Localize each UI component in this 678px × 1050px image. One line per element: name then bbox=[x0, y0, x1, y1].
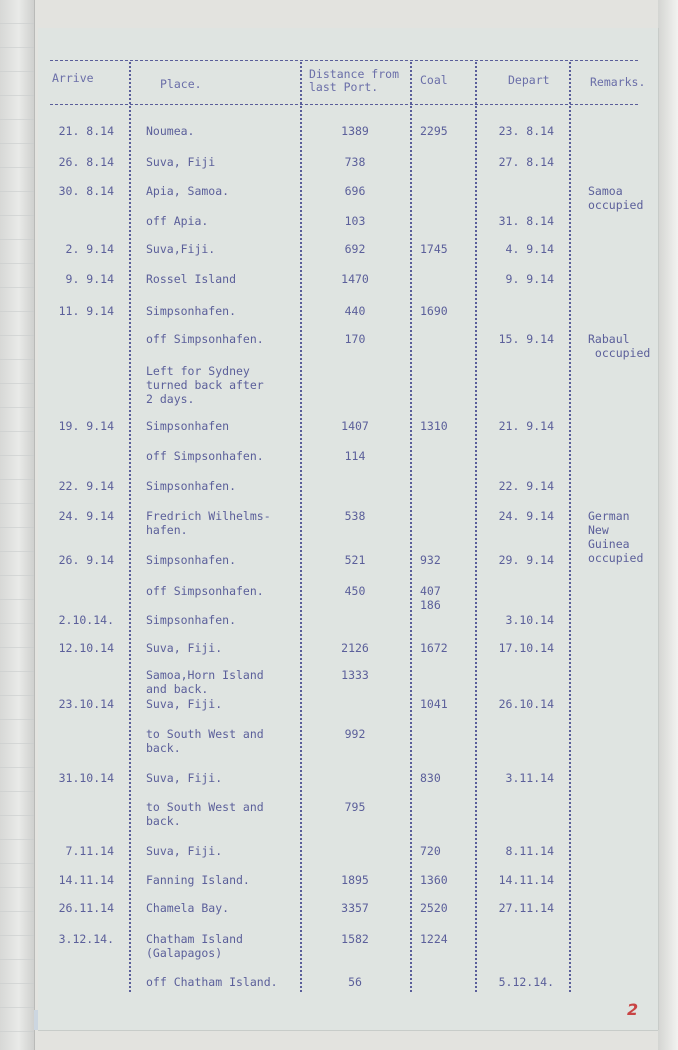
cell-arrive: 3.12.14. bbox=[58, 932, 114, 946]
cell-depart: 26.10.14 bbox=[498, 697, 554, 711]
cell-arrive: 22. 9.14 bbox=[58, 479, 114, 493]
cell-place: Suva,Fiji. bbox=[146, 242, 216, 256]
column-divider bbox=[475, 62, 477, 992]
cell-depart: 17.10.14 bbox=[498, 641, 554, 655]
cell-arrive: 26. 8.14 bbox=[58, 155, 114, 169]
cell-place: Simpsonhafen. bbox=[146, 304, 237, 318]
header-coal: Coal bbox=[420, 73, 448, 87]
cell-coal: 1310 bbox=[420, 419, 448, 433]
cell-distance: 538 bbox=[344, 509, 366, 523]
header-top-rule bbox=[50, 60, 638, 61]
cell-distance: 1407 bbox=[341, 419, 369, 433]
cell-arrive: 2. 9.14 bbox=[65, 242, 114, 256]
header-arrive: Arrive bbox=[52, 71, 94, 85]
column-divider bbox=[129, 62, 131, 992]
cell-distance: 1333 bbox=[341, 668, 369, 682]
header-depart: Depart bbox=[508, 73, 550, 87]
cell-depart: 4. 9.14 bbox=[505, 242, 554, 256]
cell-place: Chatham Island (Galapagos) bbox=[146, 932, 243, 960]
cell-coal: 1690 bbox=[420, 304, 448, 318]
column-divider bbox=[300, 62, 302, 992]
cell-coal: 1672 bbox=[420, 641, 448, 655]
ruled-margin bbox=[0, 0, 34, 1050]
cell-place: Samoa,Horn Island and back. bbox=[146, 668, 264, 696]
cell-arrive: 7.11.14 bbox=[65, 844, 114, 858]
cell-coal: 932 bbox=[420, 553, 441, 567]
cell-place: Simpsonhafen. bbox=[146, 613, 237, 627]
cell-place: Fanning Island. bbox=[146, 873, 250, 887]
cell-arrive: 12.10.14 bbox=[58, 641, 114, 655]
cell-distance: 521 bbox=[344, 553, 366, 567]
cell-distance: 795 bbox=[344, 800, 366, 814]
cell-distance: 738 bbox=[344, 155, 366, 169]
cell-distance: 170 bbox=[344, 332, 366, 346]
cell-place: to South West and back. bbox=[146, 800, 264, 828]
cell-place: Simpsonhafen bbox=[146, 419, 230, 433]
cell-distance: 1389 bbox=[341, 124, 369, 138]
cell-depart: 3.11.14 bbox=[505, 771, 554, 785]
cell-arrive: 30. 8.14 bbox=[58, 184, 114, 198]
header-distance: Distance from last Port. bbox=[309, 67, 400, 94]
cell-place: off Simpsonhafen. bbox=[146, 449, 264, 463]
cell-arrive: 9. 9.14 bbox=[65, 272, 114, 286]
cell-arrive: 21. 8.14 bbox=[58, 124, 114, 138]
cell-coal: 2295 bbox=[420, 124, 448, 138]
cell-depart: 3.10.14 bbox=[505, 613, 554, 627]
cell-place: to South West and back. bbox=[146, 727, 264, 755]
cell-arrive: 11. 9.14 bbox=[58, 304, 114, 318]
cell-coal: 830 bbox=[420, 771, 441, 785]
cell-distance: 1470 bbox=[341, 272, 369, 286]
cell-coal: 2520 bbox=[420, 901, 448, 915]
cell-depart: 24. 9.14 bbox=[498, 509, 554, 523]
cell-place: Simpsonhafen. bbox=[146, 479, 237, 493]
cell-place: Rossel Island bbox=[146, 272, 237, 286]
cell-coal: 1745 bbox=[420, 242, 448, 256]
cell-place: off Simpsonhafen. bbox=[146, 584, 264, 598]
cell-depart: 9. 9.14 bbox=[505, 272, 554, 286]
cell-place: Suva, Fiji bbox=[146, 155, 216, 169]
cell-depart: 29. 9.14 bbox=[498, 553, 554, 567]
cell-depart: 27.11.14 bbox=[498, 901, 554, 915]
cell-distance: 440 bbox=[344, 304, 366, 318]
column-divider bbox=[410, 62, 412, 992]
cell-distance: 692 bbox=[344, 242, 366, 256]
cell-place: Left for Sydney turned back after 2 days. bbox=[146, 364, 264, 406]
cell-depart: 5.12.14. bbox=[498, 975, 554, 989]
cell-place: Noumea. bbox=[146, 124, 195, 138]
cell-place: Suva, Fiji. bbox=[146, 771, 223, 785]
cell-distance: 56 bbox=[348, 975, 362, 989]
cell-place: Suva, Fiji. bbox=[146, 844, 223, 858]
cell-place: Apia, Samoa. bbox=[146, 184, 230, 198]
cell-place: Chamela Bay. bbox=[146, 901, 230, 915]
cell-arrive: 26.11.14 bbox=[58, 901, 114, 915]
cell-arrive: 19. 9.14 bbox=[58, 419, 114, 433]
page-edge bbox=[658, 0, 678, 1050]
cell-place: Fredrich Wilhelms- hafen. bbox=[146, 509, 271, 537]
cell-depart: 27. 8.14 bbox=[498, 155, 554, 169]
cell-depart: 21. 9.14 bbox=[498, 419, 554, 433]
cell-coal: 407 186 bbox=[420, 584, 441, 612]
cell-coal: 720 bbox=[420, 844, 441, 858]
cell-place: off Apia. bbox=[146, 214, 209, 228]
cell-distance: 1895 bbox=[341, 873, 369, 887]
cell-place: off Chatham Island. bbox=[146, 975, 278, 989]
cell-distance: 992 bbox=[344, 727, 366, 741]
cell-place: Simpsonhafen. bbox=[146, 553, 237, 567]
cell-place: Suva, Fiji. bbox=[146, 697, 223, 711]
cell-depart: 15. 9.14 bbox=[498, 332, 554, 346]
header-bottom-rule bbox=[50, 104, 638, 105]
cell-depart: 22. 9.14 bbox=[498, 479, 554, 493]
cell-depart: 23. 8.14 bbox=[498, 124, 554, 138]
cell-distance: 3357 bbox=[341, 901, 369, 915]
cell-depart: 8.11.14 bbox=[505, 844, 554, 858]
cell-arrive: 24. 9.14 bbox=[58, 509, 114, 523]
cell-arrive: 26. 9.14 bbox=[58, 553, 114, 567]
cell-arrive: 23.10.14 bbox=[58, 697, 114, 711]
cell-depart: 14.11.14 bbox=[498, 873, 554, 887]
cell-remarks: Rabaul occupied bbox=[588, 332, 651, 360]
cell-arrive: 14.11.14 bbox=[58, 873, 114, 887]
cell-remarks: Samoa occupied bbox=[588, 184, 644, 212]
header-remarks: Remarks. bbox=[590, 75, 646, 89]
header-place: Place. bbox=[160, 77, 202, 91]
cell-distance: 1582 bbox=[341, 932, 369, 946]
cell-place: Suva, Fiji. bbox=[146, 641, 223, 655]
cell-distance: 450 bbox=[344, 584, 366, 598]
cell-distance: 114 bbox=[344, 449, 366, 463]
cell-remarks: German New Guinea occupied bbox=[588, 509, 644, 565]
cell-distance: 696 bbox=[344, 184, 366, 198]
cell-arrive: 31.10.14 bbox=[58, 771, 114, 785]
cell-place: off Simpsonhafen. bbox=[146, 332, 264, 346]
cell-distance: 2126 bbox=[341, 641, 369, 655]
cell-distance: 103 bbox=[344, 214, 366, 228]
column-divider bbox=[569, 62, 571, 992]
cell-arrive: 2.10.14. bbox=[58, 613, 114, 627]
folio-number: 2 bbox=[627, 1000, 639, 1019]
cell-depart: 31. 8.14 bbox=[498, 214, 554, 228]
cell-coal: 1360 bbox=[420, 873, 448, 887]
cell-coal: 1224 bbox=[420, 932, 448, 946]
cell-coal: 1041 bbox=[420, 697, 448, 711]
